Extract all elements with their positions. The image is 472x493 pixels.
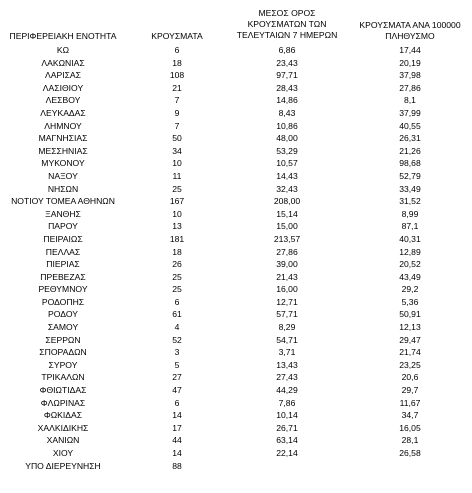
cell-avg7: 53,29: [276, 145, 298, 156]
header-avg7-line1: ΜΕΣΟΣ ΟΡΟΣ: [258, 8, 316, 18]
cell-region: ΜΥΚΟΝΟΥ: [41, 158, 85, 169]
cell-avg7: 57,71: [276, 309, 298, 320]
cell-per100k: 27,86: [399, 82, 421, 93]
cell-avg7: 7,86: [278, 397, 296, 408]
cell-per100k: 43,49: [399, 271, 421, 282]
cell-per100k: 20,52: [399, 259, 421, 270]
cell-per100k: 26,31: [399, 133, 421, 144]
cell-avg7: 39,00: [276, 259, 298, 270]
cell-region: ΧΑΛΚΙΔΙΚΗΣ: [37, 422, 89, 433]
table-row: [0, 170, 472, 183]
cell-per100k: 20,19: [399, 57, 421, 68]
cell-region: ΛΗΜΝΟΥ: [44, 120, 82, 131]
cell-cases: 14: [172, 410, 182, 421]
cell-per100k: 12,89: [399, 246, 421, 257]
cell-avg7: 14,86: [276, 95, 298, 106]
cell-cases: 14: [172, 448, 182, 458]
cell-avg7: 16,00: [276, 284, 298, 295]
cell-region: ΧΑΝΙΩΝ: [46, 435, 80, 446]
cell-per100k: 31,52: [399, 196, 421, 207]
cell-avg7: 208,00: [273, 196, 301, 207]
cell-per100k: 34,7: [401, 410, 419, 421]
table-row: [0, 258, 472, 271]
cell-region: ΥΠΟ ΔΙΕΡΕΥΝΗΣΗ: [25, 460, 101, 471]
table-row: [0, 157, 472, 170]
cell-per100k: 23,25: [399, 359, 421, 370]
cell-avg7: 3,71: [278, 347, 296, 358]
table-row: [0, 334, 472, 347]
cell-per100k: 50,91: [399, 309, 421, 320]
cell-cases: 25: [172, 271, 182, 282]
cell-avg7: 26,71: [276, 422, 298, 433]
table-row: [0, 359, 472, 372]
table-row: [0, 434, 472, 447]
cell-avg7: 28,43: [276, 82, 298, 93]
cell-cases: 9: [174, 107, 180, 118]
cell-per100k: 28,1: [401, 435, 419, 446]
cell-region: ΞΑΝΘΗΣ: [45, 208, 81, 219]
cell-avg7: 10,57: [276, 158, 298, 169]
cell-region: ΦΘΙΩΤΙΔΑΣ: [39, 385, 87, 396]
header-per100k-line2: ΠΛΗΘΥΣΜΟ: [385, 31, 435, 41]
table-header: [0, 0, 472, 44]
cell-per100k: 20,6: [401, 372, 419, 383]
table-body: [0, 44, 472, 472]
header-per100k: [350, 20, 470, 42]
table-row: [0, 208, 472, 221]
cell-avg7: 63,14: [276, 435, 298, 446]
cell-per100k: 37,99: [399, 107, 421, 118]
table-row: [0, 69, 472, 82]
cell-avg7: 12,71: [276, 296, 298, 307]
cell-cases: 61: [172, 309, 182, 320]
table-row: [0, 220, 472, 233]
table-row: [0, 447, 472, 460]
cell-region: ΠΑΡΟΥ: [48, 221, 78, 232]
table-row: [0, 321, 472, 334]
cell-region: ΣΠΟΡΑΔΩΝ: [39, 347, 87, 358]
cell-cases: 10: [172, 208, 182, 219]
cell-region: ΚΩ: [56, 45, 70, 55]
header-avg7-line2: ΚΡΟΥΣΜΑΤΩΝ ΤΩΝ: [247, 19, 327, 29]
cell-region: ΝΟΤΙΟΥ ΤΟΜΕΑ ΑΘΗΝΩΝ: [11, 196, 115, 207]
table-row: [0, 308, 472, 321]
cell-avg7: 21,43: [276, 271, 298, 282]
cell-avg7: 32,43: [276, 183, 298, 194]
cell-per100k: 12,13: [399, 322, 421, 333]
cell-avg7: 13,43: [276, 359, 298, 370]
cell-cases: 44: [172, 435, 182, 446]
cell-per100k: 8,1: [404, 95, 416, 106]
cell-cases: 34: [172, 145, 182, 156]
cell-avg7: 6,86: [278, 45, 296, 55]
cell-cases: 167: [169, 196, 185, 207]
table-row: [0, 422, 472, 435]
cell-avg7: 213,57: [273, 233, 301, 244]
cell-region: ΛΑΣΙΘΙΟΥ: [42, 82, 84, 93]
cell-cases: 25: [172, 183, 182, 194]
table-row: [0, 271, 472, 284]
cell-region: ΜΕΣΣΗΝΙΑΣ: [38, 145, 88, 156]
cell-cases: 27: [172, 372, 182, 383]
cell-cases: 11: [172, 170, 182, 181]
cell-avg7: 97,71: [276, 70, 298, 81]
cell-region: ΠΕΙΡΑΙΩΣ: [43, 233, 83, 244]
cell-region: ΣΥΡΟΥ: [48, 359, 78, 370]
cell-per100k: 29,2: [401, 284, 419, 295]
cell-avg7: 54,71: [276, 334, 298, 345]
cell-per100k: 16,05: [399, 422, 421, 433]
cell-per100k: 5,36: [401, 296, 419, 307]
table-row: [0, 409, 472, 422]
cell-region: ΛΑΡΙΣΑΣ: [45, 70, 81, 81]
cell-region: ΜΑΓΝΗΣΙΑΣ: [38, 133, 88, 144]
cell-region: ΛΕΣΒΟΥ: [45, 95, 81, 106]
header-per100k-line1: ΚΡΟΥΣΜΑΤΑ ΑΝΑ 100000: [359, 20, 461, 30]
header-cases: ΚΡΟΥΣΜΑΤΑ: [151, 31, 203, 41]
cell-per100k: 26,58: [399, 448, 421, 458]
table-row: [0, 82, 472, 95]
cell-cases: 88: [172, 460, 182, 471]
cell-cases: 108: [169, 70, 185, 81]
table-row: [0, 346, 472, 359]
cell-cases: 18: [172, 57, 182, 68]
table-row: [0, 195, 472, 208]
table-row: [0, 145, 472, 158]
table-row: [0, 460, 472, 473]
cell-per100k: 29,7: [401, 385, 419, 396]
cell-cases: 181: [169, 233, 185, 244]
cell-cases: 52: [172, 334, 182, 345]
table-row: [0, 107, 472, 120]
cell-per100k: 17,44: [399, 45, 421, 55]
cell-cases: 21: [172, 82, 182, 93]
cell-per100k: 33,49: [399, 183, 421, 194]
table-row: [0, 120, 472, 133]
cell-region: ΛΑΚΩΝΙΑΣ: [41, 57, 85, 68]
cell-region: ΠΙΕΡΙΑΣ: [46, 259, 80, 270]
cell-cases: 26: [172, 259, 182, 270]
cell-per100k: 40,55: [399, 120, 421, 131]
cell-cases: 50: [172, 133, 182, 144]
cell-per100k: 11,67: [399, 397, 421, 408]
cell-region: ΠΡΕΒΕΖΑΣ: [40, 271, 86, 282]
cell-cases: 47: [172, 385, 182, 396]
table-row: [0, 371, 472, 384]
cell-avg7: 14,43: [276, 170, 298, 181]
cell-avg7: 15,00: [276, 221, 298, 232]
cell-avg7: 8,43: [278, 107, 296, 118]
cell-avg7: 22,14: [276, 448, 298, 458]
cell-region: ΦΩΚΙΔΑΣ: [43, 410, 83, 421]
cell-avg7: 23,43: [276, 57, 298, 68]
table-row: [0, 384, 472, 397]
table-row: [0, 94, 472, 107]
cell-per100k: 40,31: [399, 233, 421, 244]
cell-per100k: 98,68: [399, 158, 421, 169]
cell-region: ΛΕΥΚΑΔΑΣ: [40, 107, 86, 118]
cell-per100k: 52,79: [399, 170, 421, 181]
cell-avg7: 48,00: [276, 133, 298, 144]
cell-per100k: 21,74: [399, 347, 421, 358]
cell-avg7: 8,29: [278, 322, 296, 333]
cell-avg7: 27,43: [276, 372, 298, 383]
header-region: ΠΕΡΙΦΕΡΕΙΑΚΗ ΕΝΟΤΗΤΑ: [9, 31, 117, 41]
cell-region: ΧΙΟΥ: [52, 448, 74, 458]
header-avg7-line3: ΤΕΛΕΥΤΑΙΩΝ 7 ΗΜΕΡΩΝ: [236, 30, 338, 40]
table-row: [0, 44, 472, 57]
cell-cases: 7: [174, 95, 180, 106]
cell-cases: 4: [174, 322, 180, 333]
cell-region: ΣΕΡΡΩΝ: [45, 334, 81, 345]
cell-cases: 3: [174, 347, 180, 358]
cell-region: ΦΛΩΡΙΝΑΣ: [40, 397, 86, 408]
cell-per100k: 37,98: [399, 70, 421, 81]
cell-avg7: 10,14: [276, 410, 298, 421]
cell-cases: 25: [172, 284, 182, 295]
cell-avg7: 15,14: [276, 208, 298, 219]
cell-cases: 7: [174, 120, 180, 131]
table-row: [0, 183, 472, 196]
table-row: [0, 132, 472, 145]
cell-region: ΝΑΞΟΥ: [48, 170, 78, 181]
cell-region: ΡΕΘΥΜΝΟΥ: [38, 284, 88, 295]
cell-cases: 6: [174, 45, 180, 55]
table-row: [0, 296, 472, 309]
table-row: [0, 397, 472, 410]
cell-region: ΝΗΣΩΝ: [47, 183, 79, 194]
cell-per100k: 8,99: [401, 208, 419, 219]
cell-cases: 6: [174, 296, 180, 307]
cell-cases: 18: [172, 246, 182, 257]
cell-cases: 10: [172, 158, 182, 169]
table-row: [0, 246, 472, 259]
cell-region: ΡΟΔΟΠΗΣ: [41, 296, 85, 307]
cell-avg7: 27,86: [276, 246, 298, 257]
cell-region: ΤΡΙΚΑΛΩΝ: [41, 372, 85, 383]
cell-region: ΠΕΛΛΑΣ: [45, 246, 81, 257]
cell-region: ΡΟΔΟΥ: [48, 309, 78, 320]
table-row: [0, 283, 472, 296]
cell-avg7: 10,86: [276, 120, 298, 131]
cell-region: ΣΑΜΟΥ: [47, 322, 79, 333]
cell-cases: 5: [174, 359, 180, 370]
table-row: [0, 233, 472, 246]
cell-cases: 13: [172, 221, 182, 232]
cell-per100k: 21,26: [399, 145, 421, 156]
cell-avg7: 44,29: [276, 385, 298, 396]
table-row: [0, 57, 472, 70]
cell-per100k: 29,47: [399, 334, 421, 345]
cell-per100k: 87,1: [401, 221, 419, 232]
cell-cases: 17: [172, 422, 182, 433]
header-avg7: [228, 8, 346, 41]
cell-cases: 6: [174, 397, 180, 408]
